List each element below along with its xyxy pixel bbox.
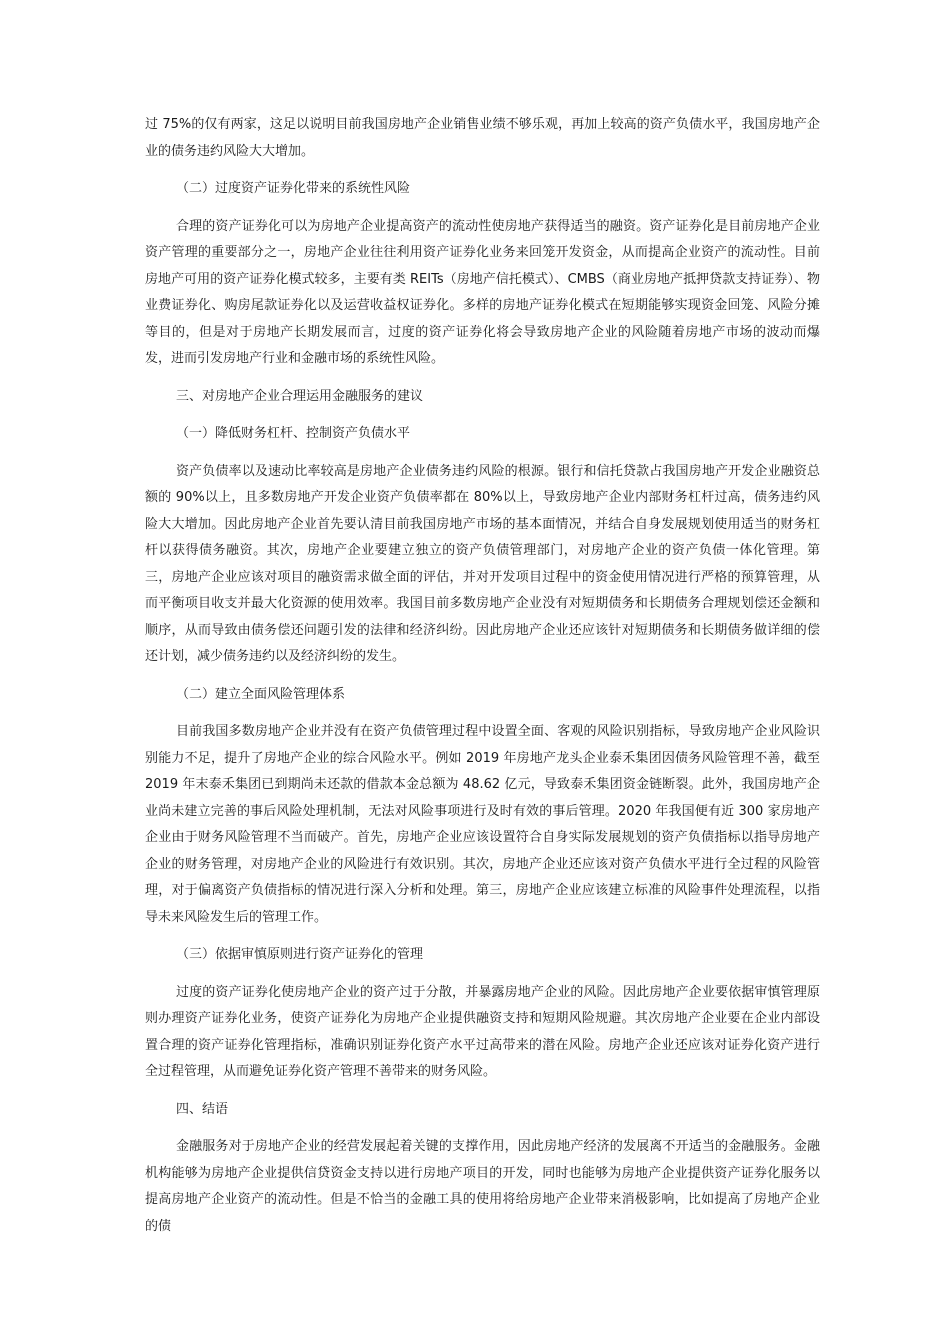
heading-2-2: （二）过度资产证券化带来的系统性风险 <box>176 181 411 196</box>
paragraph-3-3: 过度的资产证券化使房地产企业的资产过于分散，并暴露房地产企业的风险。因此房地产企业要依据审慎管理原则办理资产证券化业务，使资产证券化为房地产企业提供融资支持和短期风险规避。其次房地产企业要在企业内部设置合理的资产证券化管理指标，准确识别证券化资产水平过高带来的潜在风险。房地产企业还应该对证券化资产进行全过程管理，从而避免证券化资产管理不善带来的财务风险。 <box>145 984 820 1079</box>
document-body <box>145 112 820 1240</box>
paragraph-4: 金融服务对于房地产企业的经营发展起着关键的支撑作用，因此房地产经济的发展离不开适当的金融服务。金融机构能够为房地产企业提供信贷资金支持以进行房地产项目的开发，同时也能够为房地产企业提供资产证券化服务以提高房地产企业资产的流动性。但是不恰当的金融工具的使用将给房地产企业带来消极影响，比如提高了房地产企业的债 <box>145 1139 820 1234</box>
heading-3: 三、对房地产企业合理运用金融服务的建议 <box>176 388 424 404</box>
paragraph-3-1: 资产负债率以及速动比率较高是房地产企业债务违约风险的根源。银行和信托贷款占我国房地产开发企业融资总额的 90%以上，且多数房地产开发企业资产负债率都在 80%以上，导致房地产企业内部财务杠杆过高，债务违约风险大大增加。因此房地产企业首先要认清目前我国房地产市场的基本面情况，并结合自身发展规划使用适当的财务杠杆以获得债务融资。其次，房地产企业要建立独立的资产负债管理部门，对房地产企业的资产负债一体化管理。第三，房地产企业应该对项目的融资需求做全面的评估，并对开发项目过程中的资金使用情况进行严格的预算管理，从而平衡项目收支并最大化资源的使用效率。我国目前多数房地产企业没有对短期债务和长期债务合理规划偿还金额和顺序，从而导致由债务偿还问题引发的法律和经济纠纷。因此房地产企业还应该针对短期债务和长期债务做详细的偿还计划，减少债务违约以及经济纠纷的发生。 <box>145 463 820 664</box>
heading-3-2: （二）建立全面风险管理体系 <box>176 686 346 702</box>
paragraph-2-2: 合理的资产证券化可以为房地产企业提高资产的流动性使房地产获得适当的融资。资产证券化是目前房地产企业资产管理的重要部分之一，房地产企业往往利用资产证券化业务来回笼开发资金，从而提高企业资产的流动性。目前房地产可用的资产证券化模式较多，主要有类 REITs（房地产信托模式）、CMBS（商业房地产抵押贷款支持证券）、物业费证券化、购房尾款证券化以及运营收益权证券化。多样的房地产证券化模式在短期能够实现资金回笼、风险分摊等目的，但是对于房地产长期发展而言，过度的资产证券化将会导致房地产企业的风险随着房地产市场的波动而爆发，进而引发房地产行业和金融市场的系统性风险。 <box>145 218 820 366</box>
paragraph-3-2: 目前我国多数房地产企业并没有在资产负债管理过程中设置全面、客观的风险识别指标，导致房地产企业风险识别能力不足，提升了房地产企业的综合风险水平。例如 2019 年房地产龙头企业泰禾集团因债务风险管理不善，截至 2019 年末泰禾集团已到期尚未还款的借款本金总额为 48.62 亿元，导致泰禾集团资金链断裂。此外，我国房地产企业尚未建立完善的事后风险处理机制，无法对风险事项进行及时有效的事后管理。2020 年我国便有近 300 家房地产企业由于财务风险管理不当而破产。首先，房地产企业应该设置符合自身实际发展规划的资产负债指标以指导房地产企业的财务管理，对房地产企业的风险进行有效识别。其次，房地产企业还应该对资产负债水平进行全过程的风险管理，对于偏离资产负债指标的情况进行深入分析和处理。第三，房地产企业应该建立标准的风险事件处理流程，以指导未来风险发生后的管理工作。 <box>145 724 820 925</box>
paragraph-intro: 过 75%的仅有两家，这足以说明目前我国房地产企业销售业绩不够乐观，再加上较高的资产负债水平，我国房地产企业的债务违约风险大大增加。 <box>145 117 820 159</box>
heading-3-3: （三）依据审慎原则进行资产证券化的管理 <box>176 947 424 962</box>
heading-3-1: （一）降低财务杠杆、控制资产负债水平 <box>176 426 411 441</box>
heading-4: 四、结语 <box>176 1101 229 1117</box>
